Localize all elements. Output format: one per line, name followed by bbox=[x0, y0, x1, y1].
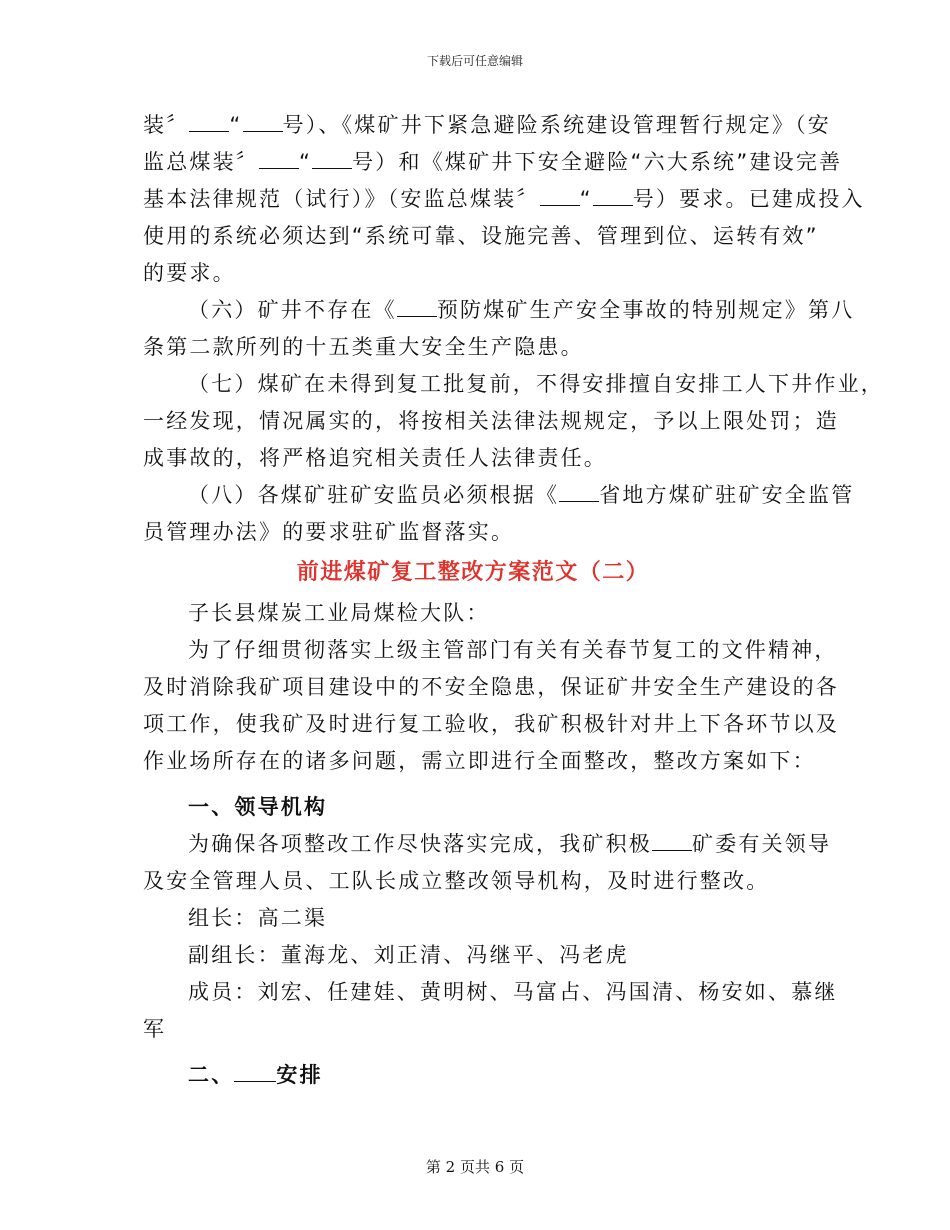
text-line: 基本法律规范（试行）》（安监总煤装〞 “ 号）要求。已建成投入 bbox=[143, 187, 865, 211]
page-header: 下载后可任意编辑 bbox=[426, 54, 523, 68]
blank-underline bbox=[259, 151, 299, 169]
text-line: 及安全管理人员、工队长成立整改领导机构，及时进行整改。 bbox=[143, 869, 770, 893]
blank-underline bbox=[243, 114, 283, 132]
team-leader: 组长：高二渠 bbox=[188, 906, 328, 930]
text-line: 装〞 “ 号）、《煤矿井下紧急避险系统建设管理暂行规定》（安 bbox=[143, 113, 831, 137]
blank-underline bbox=[593, 188, 633, 206]
text-line: （六）矿井不存在《 预防煤矿生产安全事故的特别规定》第八 bbox=[188, 298, 855, 322]
text-line: （八）各煤矿驻矿安监员必须根据《 省地方煤矿驻矿安全监管 bbox=[188, 483, 855, 507]
page-footer: 第 2 页共 6 页 bbox=[425, 1158, 525, 1176]
text-line: 条第二款所列的十五类重大安全生产隐患。 bbox=[143, 335, 584, 359]
blank-underline bbox=[559, 484, 599, 502]
heading-arrangement: 二、 安排 bbox=[188, 1063, 323, 1087]
text-line: 的要求。 bbox=[143, 261, 236, 285]
heading-leadership: 一、领导机构 bbox=[188, 795, 328, 819]
text-line: （七）煤矿在未得到复工批复前，不得安排擅自安排工人下井作业， bbox=[188, 372, 884, 396]
text-line: 为确保各项整改工作尽快落实完成，我矿积极 矿委有关领导 bbox=[188, 832, 832, 856]
blank-underline bbox=[234, 1064, 276, 1082]
text-line: 及时消除我矿项目建设中的不安全隐患，保证矿井安全生产建设的各 bbox=[143, 675, 839, 699]
text-line: 使用的系统必须达到“系统可靠、设施完善、管理到位、运转有效” bbox=[143, 224, 819, 248]
text-line: 军 bbox=[143, 1017, 167, 1041]
text-line: 成事故的，将严格追究相关责任人法律责任。 bbox=[143, 446, 607, 470]
section-title: 前进煤矿复工整改方案范文（二） bbox=[296, 560, 650, 585]
text-line: 员管理办法》的要求驻矿监督落实。 bbox=[143, 520, 515, 544]
text-line: 作业场所存在的诸多问题，需立即进行全面整改，整改方案如下： bbox=[143, 749, 816, 773]
blank-underline bbox=[189, 114, 229, 132]
blank-underline bbox=[652, 833, 692, 851]
team-members: 成员：刘宏、任建娃、黄明树、马富占、冯国清、杨安如、慕继 bbox=[188, 980, 838, 1004]
text-line: 监总煤装〞 “ 号）和《煤矿井下安全避险“六大系统”建设完善 bbox=[143, 150, 843, 174]
document-body bbox=[143, 107, 884, 1094]
text-line: 一经发现，情况属实的，将按相关法律法规规定，予以上限处罚；造 bbox=[143, 409, 839, 433]
text-line: 为了仔细贯彻落实上级主管部门有关有关春节复工的文件精神， bbox=[188, 638, 838, 662]
team-deputy: 副组长：董海龙、刘正清、冯继平、冯老虎 bbox=[188, 943, 629, 967]
addressee: 子长县煤炭工业局煤检大队： bbox=[188, 601, 490, 625]
text-line: 项工作，使我矿及时进行复工验收，我矿积极针对井上下各环节以及 bbox=[143, 712, 839, 736]
blank-underline bbox=[312, 151, 352, 169]
blank-underline bbox=[540, 188, 580, 206]
blank-underline bbox=[397, 299, 437, 317]
